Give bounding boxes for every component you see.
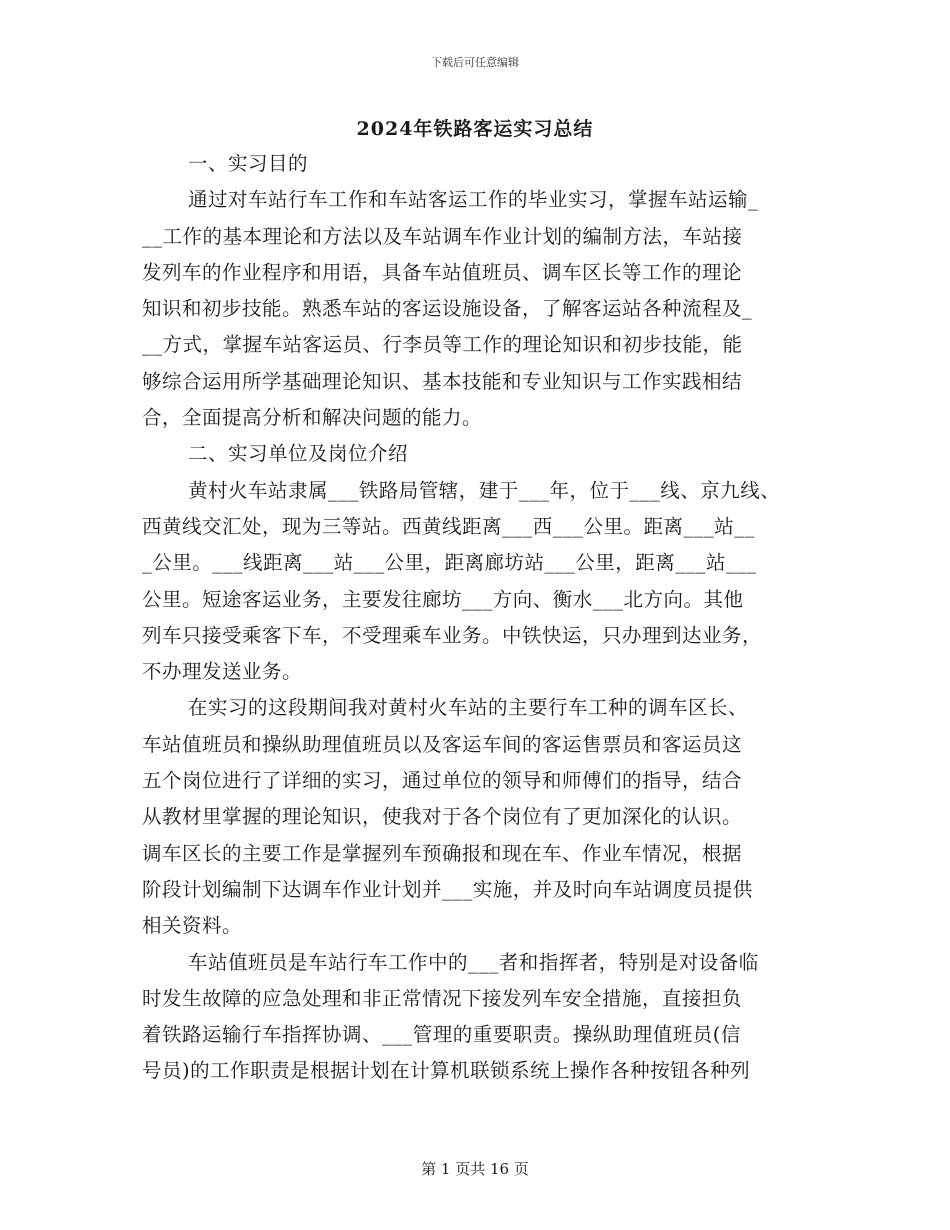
text-line: 在实习的这段期间我对黄村火车站的主要行车工种的调车区长、: [188, 696, 749, 720]
text-line: 一、实习目的: [188, 152, 309, 175]
text-line: 公里。短途客运业务，主要发往廊坊___方向、衡水___北方向。其他: [142, 587, 744, 611]
paragraph-station-intro: [142, 473, 822, 691]
text-line: 号员)的工作职责是根据计划在计算机联锁系统上操作各种按钮各种列: [142, 1059, 751, 1083]
text-line: 不办理发送业务。: [142, 660, 303, 684]
text-line: 够综合运用所学基础理论知识、基本技能和专业知识与工作实践相结: [142, 369, 743, 393]
text-line: 合，全面提高分析和解决问题的能力。: [142, 406, 483, 430]
document-body: [142, 146, 822, 1090]
text-line: 车站值班员和操纵助理值班员以及客运车间的客运售票员和客运员这: [142, 732, 743, 756]
page-number: 第 1 页共 16 页: [421, 1160, 529, 1178]
document-title: 2024年铁路客运实习总结: [356, 118, 594, 140]
text-line: __工作的基本理论和方法以及车站调车作业计划的编制方法，车站接: [142, 224, 743, 248]
text-line: 列车只接受乘客下车，不受理乘车业务。中铁快运，只办理到达业务，: [142, 623, 763, 647]
text-line: 发列车的作业程序和用语，具备车站值班员、调车区长等工作的理论: [142, 260, 743, 284]
text-line: 相关资料。: [142, 914, 243, 938]
section-heading-purpose: [142, 146, 822, 182]
section-heading-unit: [142, 436, 822, 472]
text-line: 知识和初步技能。熟悉车站的客运设施设备，了解客运站各种流程及_: [142, 297, 753, 321]
text-line: 二、实习单位及岗位介绍: [188, 442, 409, 466]
text-line: 车站值班员是车站行车工作中的___者和指挥者，特别是对设备临: [188, 950, 759, 974]
text-line: 黄村火车站隶属___铁路局管辖，建于___年，位于___线、京九线、: [188, 478, 781, 502]
text-line: 通过对车站行车工作和车站客运工作的毕业实习，掌握车站运输_: [188, 188, 759, 212]
paragraph-duty-officer: [142, 945, 822, 1090]
paragraph-internship-period: [142, 690, 822, 944]
page-header-note: 下载后可任意编辑: [431, 56, 519, 69]
text-line: _公里。___线距离___站___公里，距离廊坊站___公里，距离___站___: [142, 551, 757, 575]
paragraph-purpose: [142, 182, 822, 436]
text-line: __方式，掌握车站客运员、行李员等工作的理论知识和初步技能，能: [142, 333, 743, 357]
text-line: 从教材里掌握的理论知识，使我对于各个岗位有了更加深化的认识。: [142, 805, 743, 829]
text-line: 着铁路运输行车指挥协调、___管理的重要职责。操纵助理值班员(信: [142, 1023, 741, 1047]
text-line: 五个岗位进行了详细的实习，通过单位的领导和师傅们的指导，结合: [142, 769, 743, 793]
text-line: 阶段计划编制下达调车作业计划并___实施，并及时向车站调度员提供: [142, 877, 753, 901]
text-line: 西黄线交汇处，现为三等站。西黄线距离___西___公里。距离___站__: [142, 514, 755, 538]
text-line: 时发生故障的应急处理和非正常情况下接发列车安全措施，直接担负: [142, 986, 743, 1010]
text-line: 调车区长的主要工作是掌握列车预确报和现在车、作业车情况，根据: [142, 841, 743, 865]
